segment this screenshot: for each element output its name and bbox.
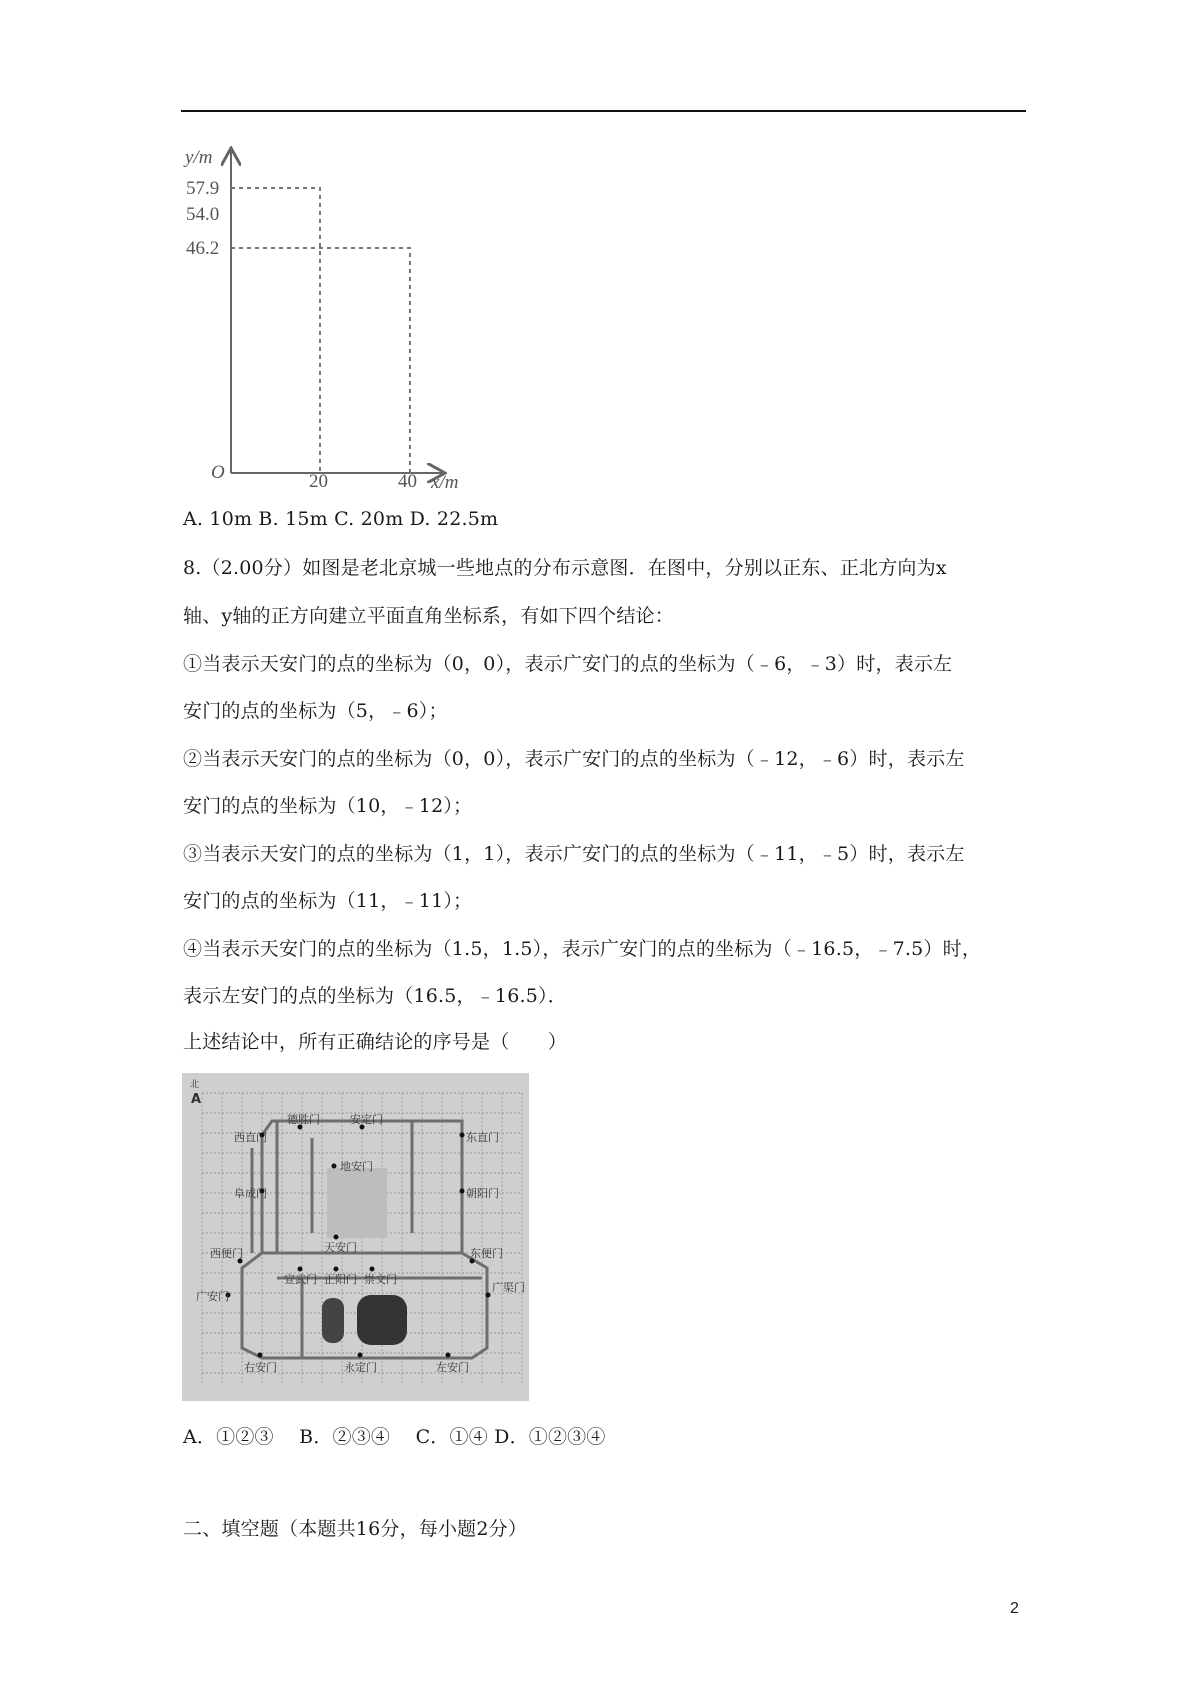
section2-title: 二、填空题（本题共16分，每小题2分） xyxy=(183,1518,528,1540)
north-label: 北 xyxy=(190,1080,200,1090)
gate-dongbianmen: 东便门 xyxy=(470,1247,503,1260)
guide-line-46-2 xyxy=(231,248,410,473)
gate-chongwenmen: 崇文门 xyxy=(364,1273,397,1286)
gate-guanganmen: 广安门 xyxy=(196,1290,229,1303)
page-number: 2 xyxy=(1010,1600,1019,1617)
gate-guangqumen: 广渠门 xyxy=(492,1281,525,1294)
q8-conclusion1-line2: 安门的点的坐标为（5，﹣6）； xyxy=(183,700,448,722)
gate-chaoyangmen: 朝阳门 xyxy=(466,1187,499,1200)
q8-conclusion1-line1: ①当表示天安门的点的坐标为（0，0），表示广安门的点的坐标为（﹣6，﹣3）时，表示左 xyxy=(183,653,953,675)
q8-conclusion2-line2: 安门的点的坐标为（10，﹣12）； xyxy=(183,795,473,817)
q8-conclusion3-line1: ③当表示天安门的点的坐标为（1，1），表示广安门的点的坐标为（﹣11，﹣5）时，表示左 xyxy=(183,843,965,865)
q8-options: A．①②③ B．②③④ C．①④ D．①②③④ xyxy=(183,1426,606,1448)
q8-stem-line2: 轴、y轴的正方向建立平面直角坐标系，有如下四个结论： xyxy=(183,605,674,627)
origin-label: O xyxy=(211,462,225,483)
q8-conclusion4-line2: 表示左安门的点的坐标为（16.5，﹣16.5）． xyxy=(183,985,567,1007)
header-rule xyxy=(181,110,1026,112)
gate-yongdingmen: 永定门 xyxy=(344,1361,377,1374)
x-tick-40: 40 xyxy=(398,471,417,492)
gate-xuanwumen: 宣武门 xyxy=(284,1273,317,1286)
x-axis-label: x/m xyxy=(431,472,459,493)
q8-conclusion2-line1: ②当表示天安门的点的坐标为（0，0），表示广安门的点的坐标为（﹣12，﹣6）时，表示左 xyxy=(183,748,965,770)
q8-question: 上述结论中，所有正确结论的序号是（ ） xyxy=(183,1031,568,1053)
gate-dongzhimen: 东直门 xyxy=(466,1131,499,1144)
gate-zuoanmen: 左安门 xyxy=(436,1361,469,1374)
temple-of-agriculture xyxy=(322,1298,344,1343)
temple-of-heaven xyxy=(357,1295,407,1345)
gate-dianmen: 地安门 xyxy=(340,1160,373,1173)
y-axis-label: y/m xyxy=(185,147,213,168)
guide-line-57-9 xyxy=(231,188,320,473)
gate-xizhimen: 西直门 xyxy=(234,1131,267,1144)
x-tick-20: 20 xyxy=(309,471,328,492)
q8-conclusion3-line2: 安门的点的坐标为（11，﹣11）； xyxy=(183,890,473,912)
y-tick-57-9: 57.9 xyxy=(186,178,220,199)
gate-youanmen: 右安门 xyxy=(244,1361,277,1374)
coordinate-figure xyxy=(175,138,475,500)
gate-xibianmen: 西便门 xyxy=(210,1247,243,1260)
beijing-map-figure xyxy=(182,1073,529,1401)
y-tick-46-2: 46.2 xyxy=(186,238,220,259)
gate-deshengmen: 德胜门 xyxy=(287,1113,320,1126)
q8-conclusion4-line1: ④当表示天安门的点的坐标为（1.5，1.5），表示广安门的点的坐标为（﹣16.5，﹣7.5）时， xyxy=(183,938,982,960)
gate-andingmen: 安定门 xyxy=(350,1113,383,1126)
q7-options: A. 10m B. 15m C. 20m D. 22.5m xyxy=(183,508,499,530)
q8-stem-line1: 8.（2.00分）如图是老北京城一些地点的分布示意图．在图中，分别以正东、正北方向为x xyxy=(183,557,947,579)
gate-tiananmen: 天安门 xyxy=(324,1241,357,1254)
y-tick-54-0: 54.0 xyxy=(186,204,220,225)
north-arrow: A xyxy=(191,1092,202,1107)
gate-zhengyangmen: 正阳门 xyxy=(324,1273,357,1286)
gate-fuchengmen: 阜成门 xyxy=(234,1187,267,1200)
